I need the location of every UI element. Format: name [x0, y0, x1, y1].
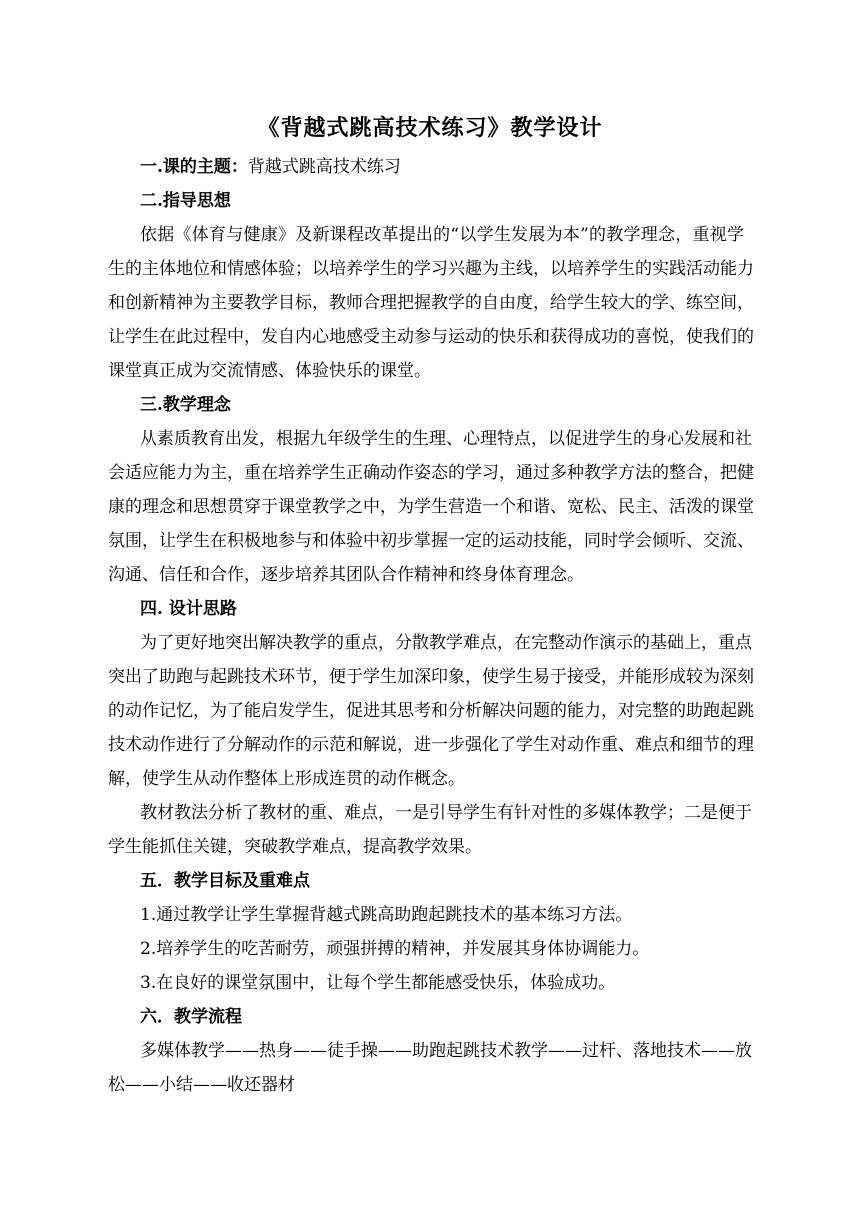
section-1-text: 背越式跳高技术练习: [247, 157, 401, 177]
section-2-line-4: 让学生在此过程中，发自内心地感受主动参与运动的快乐和获得成功的喜悦，使我们的: [108, 327, 754, 347]
section-3-heading: 三.教学理念: [140, 395, 231, 415]
section-4-line-1: 为了更好地突出解决教学的重点，分散教学难点，在完整动作演示的基础上，重点: [140, 633, 752, 653]
section-4-line-2: 突出了助跑与起跳技术环节，便于学生加深印象，使学生易于接受，并能形成较为深刻: [108, 667, 754, 687]
section-3-line-1: 从素质教育出发，根据九年级学生的生理、心理特点，以促进学生的身心发展和社: [140, 429, 752, 449]
section-1-heading: 一.课的主题：: [140, 157, 248, 177]
section-3-line-4: 氛围，让学生在积极地参与和体验中初步掌握一定的运动技能，同时学会倾听、交流、: [108, 531, 754, 551]
section-4-line-4: 技术动作进行了分解动作的示范和解说，进一步强化了学生对动作重、难点和细节的理: [108, 735, 754, 755]
section-4-line-3: 的动作记忆，为了能启发学生，促进其思考和分析解决问题的能力，对完整的助跑起跳: [108, 701, 754, 721]
section-4-heading: 四. 设计思路: [140, 599, 237, 619]
section-4-paragraph-1: [108, 626, 754, 796]
section-6-heading: 六．教学流程: [140, 1007, 242, 1027]
section-3-line-2: 会适应能力为主，重在培养学生正确动作姿态的学习，通过多种教学方法的整合，把健: [108, 463, 754, 483]
section-3-line-5: 沟通、信任和合作，逐步培养其团队合作精神和终身体育理念。: [108, 565, 584, 585]
section-4-line-6: 教材教法分析了教材的重、难点，一是引导学生有针对性的多媒体教学；二是便于: [140, 803, 752, 823]
section-5-item-3: 3.在良好的课堂氛围中，让每个学生都能感受快乐，体验成功。: [140, 973, 616, 993]
section-1-line: [108, 150, 744, 184]
section-4-line-7: 学生能抓住关键，突破教学难点，提高教学效果。: [108, 837, 482, 857]
section-6-line-2: 松——小结——收还器材: [108, 1075, 295, 1095]
section-4-line-5: 解，使学生从动作整体上形成连贯的动作概念。: [108, 769, 465, 789]
section-2-line-5: 课堂真正成为交流情感、体验快乐的课堂。: [108, 361, 431, 381]
section-3-paragraph: [108, 422, 754, 592]
section-2-line-1: 依据《体育与健康》及新课程改革提出的“以学生发展为本”的教学理念，重视学: [140, 225, 744, 245]
section-6-line-1: 多媒体教学——热身——徒手操——助跑起跳技术教学——过杆、落地技术——放: [140, 1041, 752, 1061]
section-2-line-2: 生的主体地位和情感体验；以培养学生的学习兴趣为主线，以培养学生的实践活动能力: [108, 259, 754, 279]
document-body: [108, 150, 754, 1102]
section-2-heading: 二.指导思想: [140, 191, 231, 211]
section-3-line-3: 康的理念和思想贯穿于课堂教学之中，为学生营造一个和谐、宽松、民主、活泼的课堂: [108, 497, 754, 517]
section-5-item-1: 1.通过教学让学生掌握背越式跳高助跑起跳技术的基本练习方法。: [140, 905, 633, 925]
section-6-paragraph: [108, 1034, 752, 1102]
section-2-line-3: 和创新精神为主要教学目标，教师合理把握教学的自由度，给学生较大的学、练空间，: [108, 293, 754, 313]
section-2-paragraph: [108, 218, 754, 388]
document-title: 《背越式跳高技术练习》教学设计: [257, 115, 603, 141]
section-5-heading: 五．教学目标及重难点: [140, 871, 310, 891]
section-4-paragraph-2: [108, 796, 752, 864]
section-5-item-2: 2.培养学生的吃苦耐劳，顽强拼搏的精神，并发展其身体协调能力。: [140, 939, 650, 959]
